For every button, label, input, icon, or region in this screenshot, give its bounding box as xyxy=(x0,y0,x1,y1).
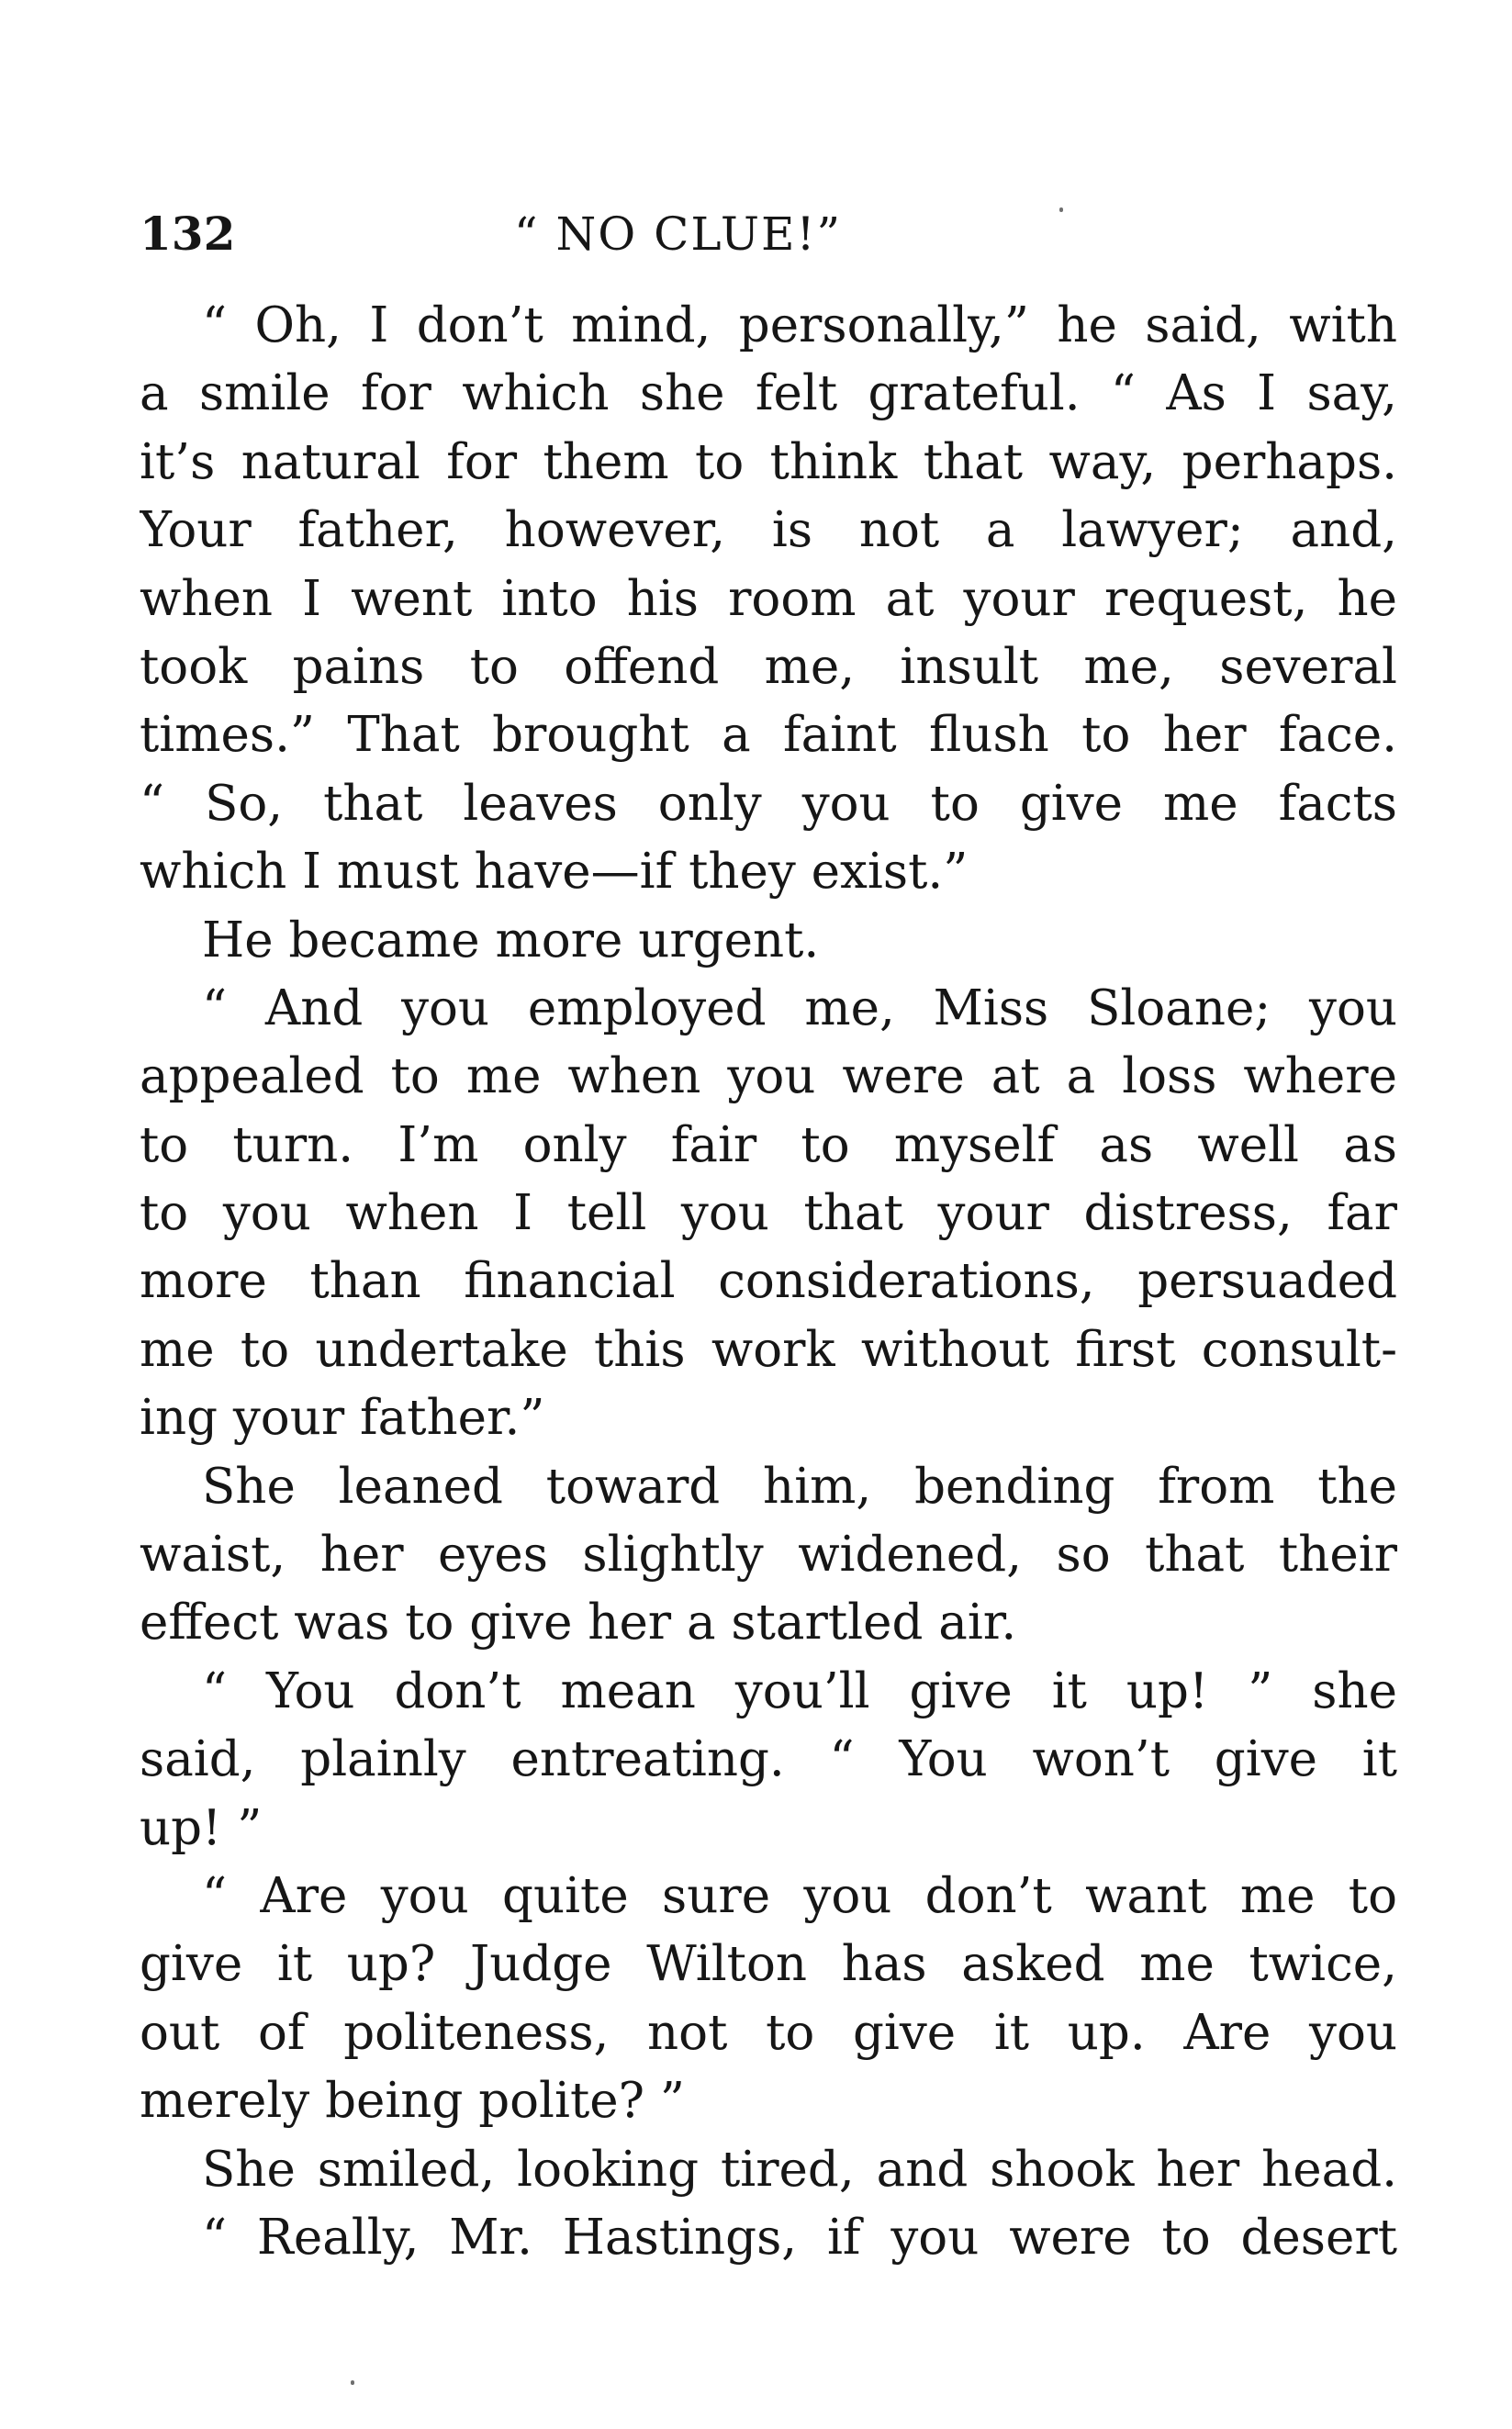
paragraph-end-line: up! ” xyxy=(140,1799,263,1856)
running-head xyxy=(140,202,1397,266)
text-line: said, plainly entreating. “ You won’t give it xyxy=(140,1731,1397,1788)
paragraph-start-line: He became more urgent. xyxy=(202,912,820,968)
running-title: “ NO CLUE!” xyxy=(514,207,843,261)
paragraph-end-line: merely being polite? ” xyxy=(140,2073,685,2130)
text-line: out of politeness, not to give it up. Are you xyxy=(140,2004,1397,2061)
print-speck xyxy=(1059,207,1063,212)
text-line: waist, her eyes slightly widened, so that their xyxy=(140,1527,1397,1584)
text-line: more than financial considerations, persuaded xyxy=(140,1253,1397,1310)
paragraph-start-line: “ And you employed me, Miss Sloane; you xyxy=(202,979,1397,1036)
text-line: “ So, that leaves only you to give me facts xyxy=(140,775,1397,832)
text-line: me to undertake this work without first consult- xyxy=(140,1321,1397,1378)
paragraph-end-line: which I must have—if they exist.” xyxy=(140,844,969,901)
paragraph-start-line: “ Really, Mr. Hastings, if you were to desert xyxy=(202,2209,1397,2266)
text-line: when I went into his room at your request, he xyxy=(140,570,1397,627)
page-number: 132 xyxy=(140,207,236,261)
paragraph-start-line: “ You don’t mean you’ll give it up! ” she xyxy=(202,1662,1397,1719)
paragraph-start-line: “ Oh, I don’t mind, personally,” he said, with xyxy=(202,297,1397,353)
paragraph-start-line: She leaned toward him, bending from the xyxy=(202,1458,1397,1515)
body-text xyxy=(140,292,1397,2272)
text-line: took pains to offend me, insult me, several xyxy=(140,638,1397,695)
paragraph-start-line: She smiled, looking tired, and shook her head. xyxy=(202,2141,1397,2198)
text-line: it’s natural for them to think that way, perhaps. xyxy=(140,433,1397,490)
text-line: times.” That brought a faint flush to her face. xyxy=(140,707,1397,764)
text-line: appealed to me when you were at a loss where xyxy=(140,1048,1397,1105)
paragraph-end-line: ing your father.” xyxy=(140,1390,545,1447)
paragraph-start-line: “ Are you quite sure you don’t want me to xyxy=(202,1867,1397,1924)
text-line: give it up? Judge Wilton has asked me twice, xyxy=(140,1936,1397,1993)
text-line: a smile for which she felt grateful. “ As I say, xyxy=(140,365,1397,422)
paragraph-end-line: effect was to give her a startled air. xyxy=(140,1595,1017,1651)
text-line: to you when I tell you that your distress, far xyxy=(140,1185,1397,1242)
text-line: to turn. I’m only fair to myself as well as xyxy=(140,1116,1397,1173)
text-line: Your father, however, is not a lawyer; and, xyxy=(140,502,1397,559)
print-speck xyxy=(351,2380,354,2385)
